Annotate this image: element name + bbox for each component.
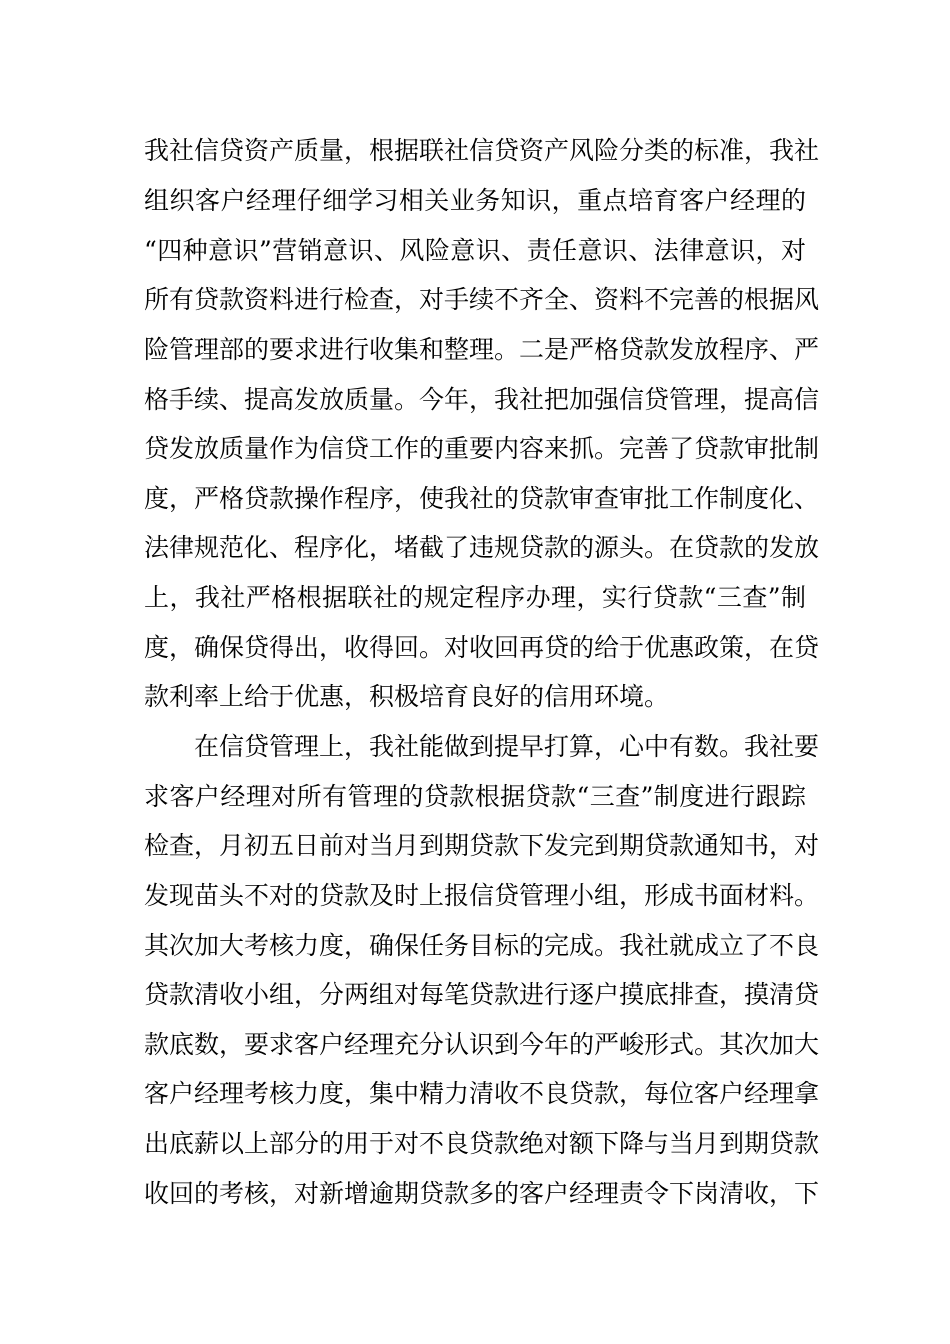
text-line: 出底薪以上部分的用于对不良贷款绝对额下降与当月到期贷款	[144, 1129, 820, 1158]
text-line: 所有贷款资料进行检查，对手续不齐全、资料不完善的根据风	[144, 285, 820, 314]
text-line: 检查，月初五日前对当月到期贷款下发完到期贷款通知书，对	[144, 831, 820, 860]
text-line: 我社信贷资产质量，根据联社信贷资产风险分类的标准，我社	[144, 136, 820, 165]
text-line: “四种意识”营销意识、风险意识、责任意识、法律意识，对	[144, 236, 806, 265]
text-line: 度，严格贷款操作程序，使我社的贷款审查审批工作制度化、	[144, 484, 820, 513]
text-line: 法律规范化、程序化，堵截了违规贷款的源头。在贷款的发放	[144, 533, 820, 562]
text-line: 发现苗头不对的贷款及时上报信贷管理小组，形成书面材料。	[144, 881, 820, 910]
text-line: 求客户经理对所有管理的贷款根据贷款“三查”制度进行跟踪	[144, 782, 806, 811]
text-line: 贷款清收小组，分两组对每笔贷款进行逐户摸底排查，摸清贷	[144, 980, 820, 1009]
text-line: 在信贷管理上，我社能做到提早打算，心中有数。我社要	[194, 732, 820, 761]
text-line: 其次加大考核力度，确保任务目标的完成。我社就成立了不良	[144, 931, 820, 960]
text-line: 上，我社严格根据联社的规定程序办理，实行贷款“三查”制	[144, 583, 806, 612]
text-line: 组织客户经理仔细学习相关业务知识，重点培育客户经理的	[144, 186, 806, 215]
text-line: 款利率上给于优惠，积极培育良好的信用环境。	[144, 682, 670, 711]
text-line: 险管理部的要求进行收集和整理。二是严格贷款发放程序、严	[144, 335, 820, 364]
text-line: 度，确保贷得出，收得回。对收回再贷的给于优惠政策，在贷	[144, 633, 820, 662]
text-line: 客户经理考核力度，集中精力清收不良贷款，每位客户经理拿	[144, 1079, 820, 1108]
text-line: 贷发放质量作为信贷工作的重要内容来抓。完善了贷款审批制	[144, 434, 820, 463]
text-line: 款底数，要求客户经理充分认识到今年的严峻形式。其次加大	[144, 1030, 820, 1059]
text-line: 格手续、提高发放质量。今年，我社把加强信贷管理，提高信	[144, 385, 820, 414]
text-line: 收回的考核，对新增逾期贷款多的客户经理责令下岗清收，下	[144, 1179, 820, 1208]
